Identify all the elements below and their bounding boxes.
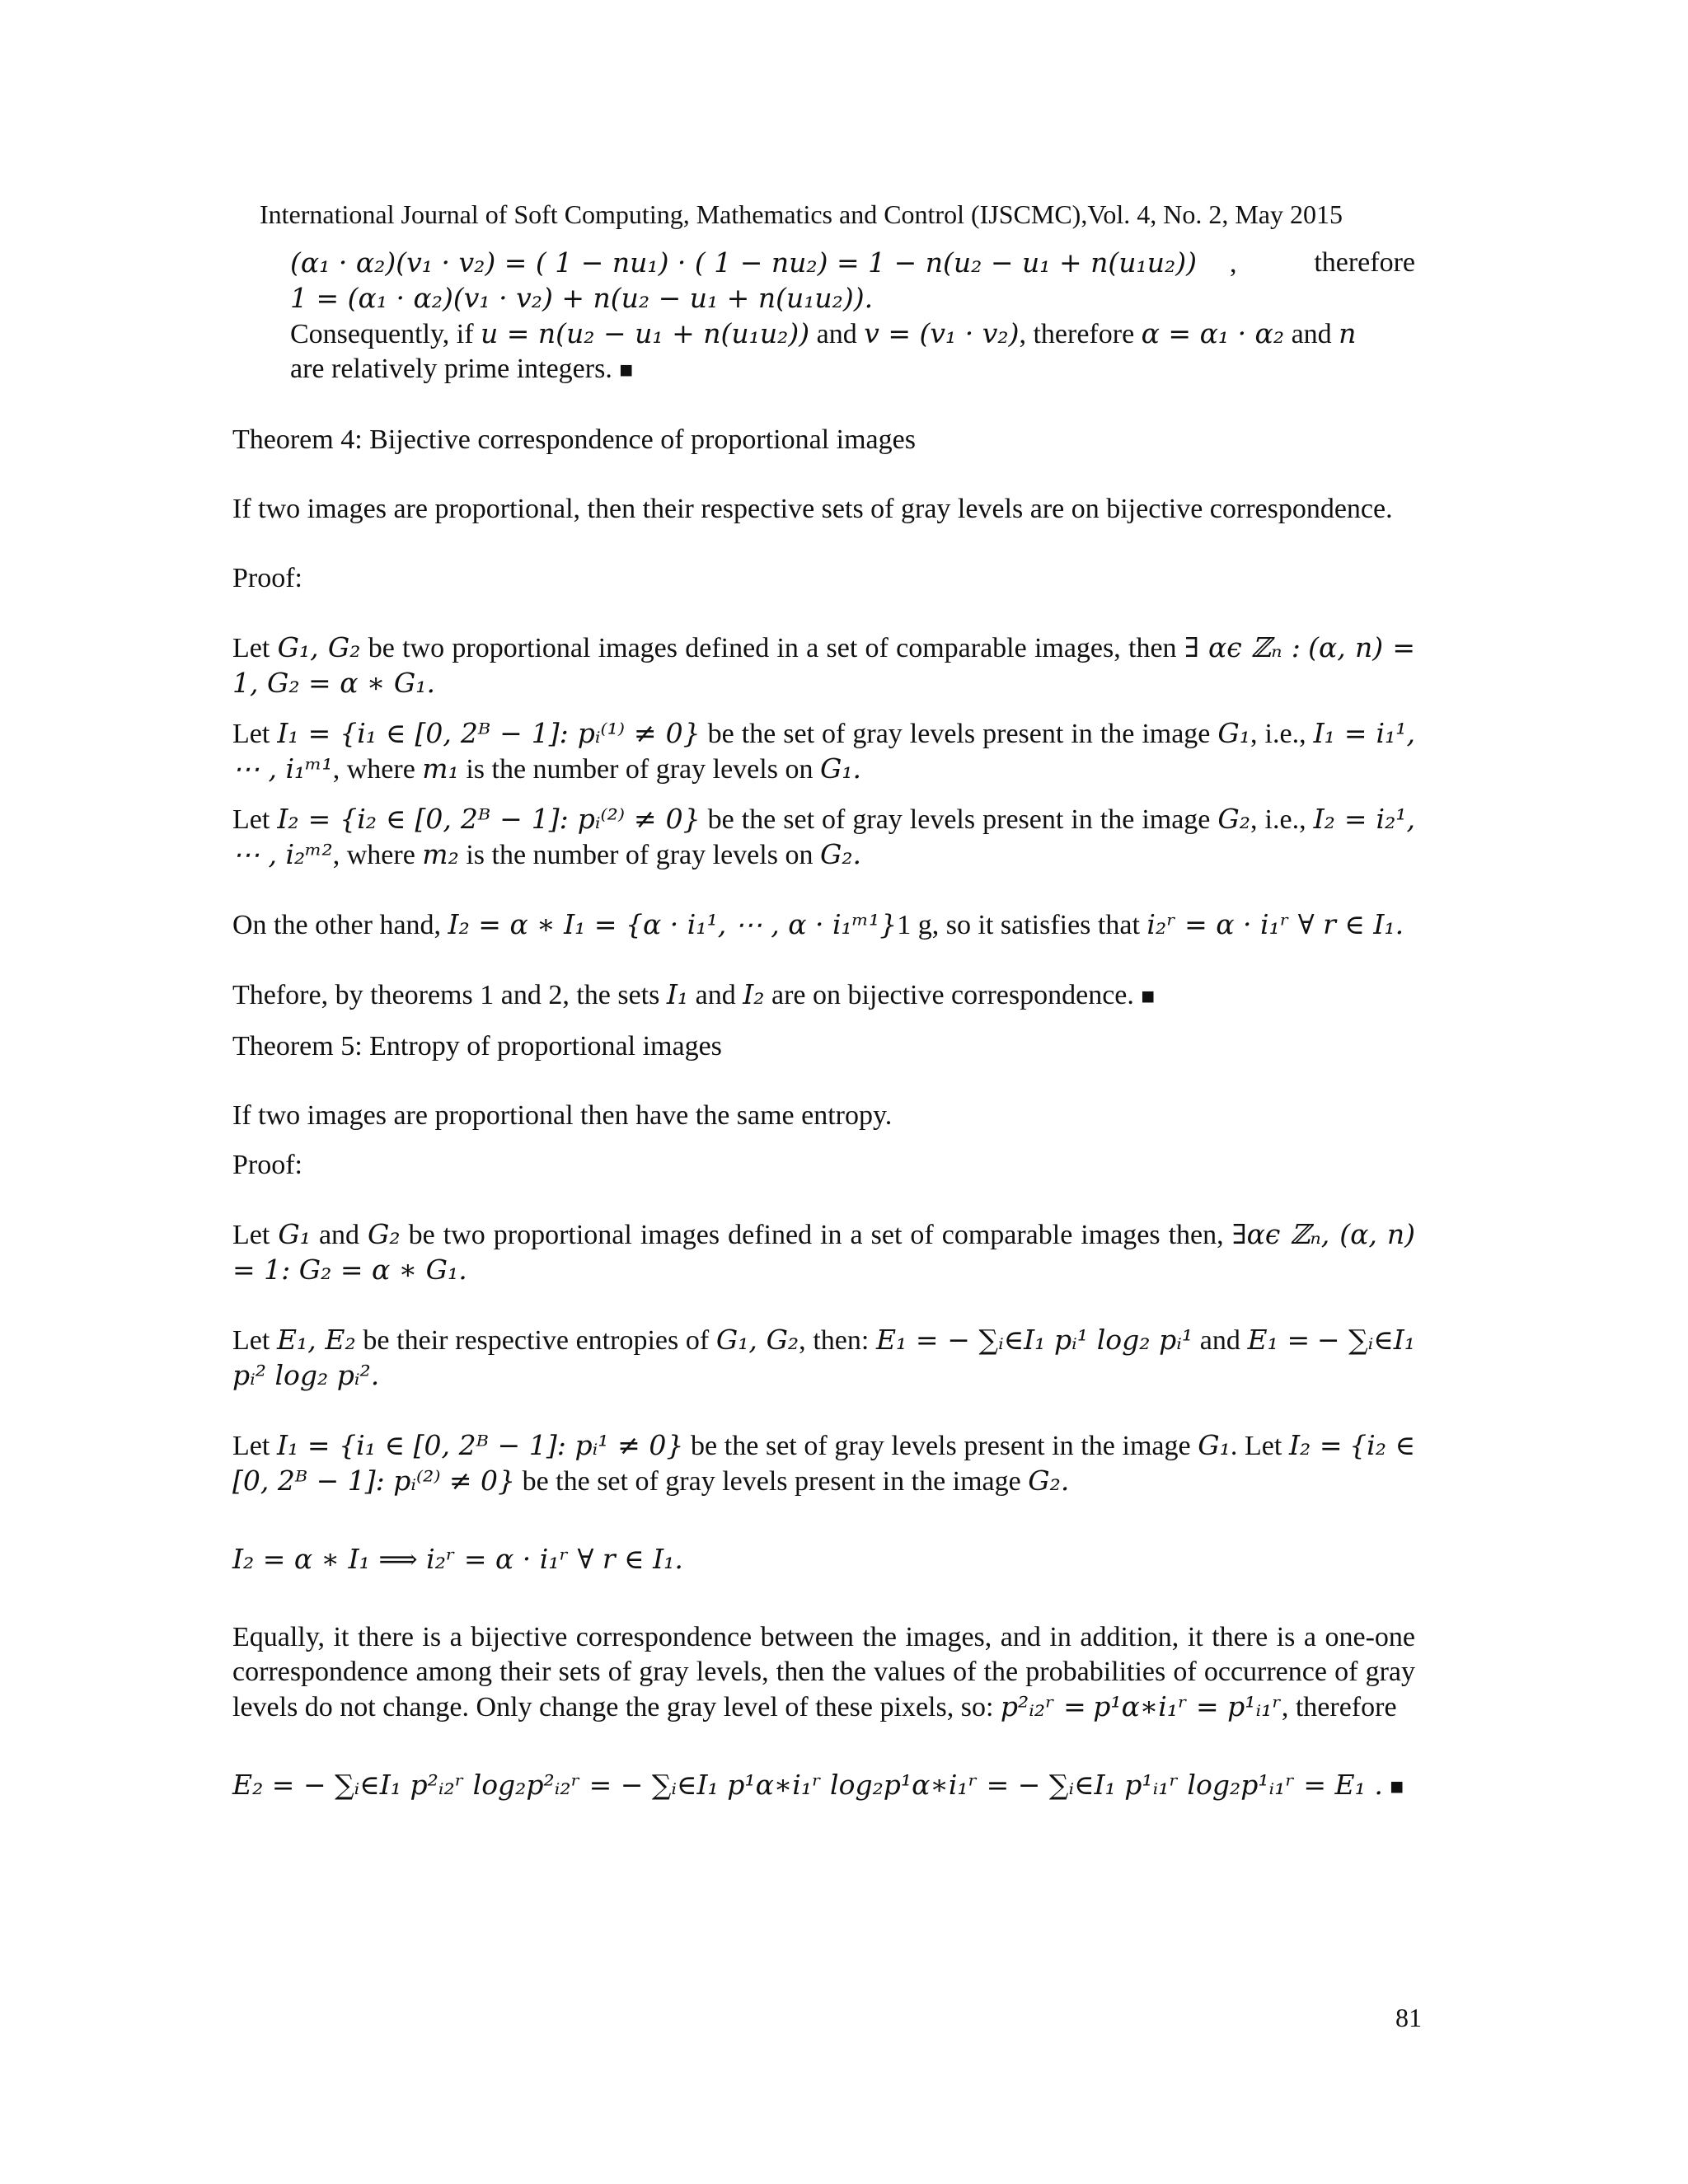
theorem-4-proof-p4: On the other hand, I₂ = α ∗ I₁ = {α · i₁¹, ⋯ , α · i₁ᵐ¹}1 g, so it satisfies that i₂ʳ = α · i₁ʳ ∀ r ∈ I₁. [232,908,1404,940]
consequently-line: Consequently, if u = n(u₂ − u₁ + n(u₁u₂)) and v = (v₁ · v₂), therefore α = α₁ · α₂ and n [290,317,1357,349]
theorem-5-statement: If two images are proportional then have the same entropy. [232,1100,893,1131]
equation-1: (α₁ · α₂)(v₁ · v₂) = ( 1 − nu₁) · ( 1 − nu₂) = 1 − n(u₂ − u₁ + n(u₁u₂)) [290,246,1197,279]
previous-proof-end [232,246,1415,388]
separator: , [1229,248,1237,279]
theorem-4-title: Theorem 4: Bijective correspondence of proportional images [232,424,916,455]
page-number: 81 [1395,2003,1422,2032]
theorem-4-proof-p3: Let I₂ = {i₂ ∈ [0, 2ᴮ − 1]: pᵢ⁽²⁾ ≠ 0} be the set of gray levels present in the image G₂, i.e., I₂ = i₂¹, ⋯ , i₂ᵐ², where m₂ is the number of gray levels on G₂. [232,803,1416,870]
theorem-4-proof-p1: Let G₁, G₂ be two proportional images defined in a set of comparable images, then ∃ αϵ ℤₙ : (α, n) = 1, G₂ = α ∗ G₁. [232,631,1416,699]
theorem-5-title: Theorem 5: Entropy of proportional images [232,1031,722,1062]
conclusion-line: are relatively prime integers. ■ [290,354,634,384]
theorem-5-proof-p1: Let G₁ and G₂ be two proportional images defined in a set of comparable images then, ∃αϵ ℤₙ, (α, n) = 1: G₂ = α ∗ G₁. [232,1218,1416,1286]
theorem-5-proof-p2: Let E₁, E₂ be their respective entropies of G₁, G₂, then: E₁ = − ∑ᵢ∈I₁ pᵢ¹ log₂ pᵢ¹ and E₁ = − ∑ᵢ∈I₁ pᵢ² log₂ pᵢ². [232,1324,1415,1391]
equation-line-1 [290,246,1415,281]
theorem-4-proof-p5: Thefore, by theorems 1 and 2, the sets I₁ and I₂ are on bijective correspondence. ■ [232,978,1156,1010]
qed-symbol: ■ [1141,984,1156,1010]
theorem-5-proof-p4: I₂ = α ∗ I₁ ⟹ i₂ʳ = α · i₁ʳ ∀ r ∈ I₁. [232,1543,683,1575]
theorem-5-proof-p3: Let I₁ = {i₁ ∈ [0, 2ᴮ − 1]: pᵢ¹ ≠ 0} be the set of gray levels present in the image G₁. Let I₂ = {i₂ ∈ [0, 2ᴮ − 1]: pᵢ⁽²⁾ ≠ 0} be the set of gray levels present in the image G₂. [232,1429,1416,1497]
theorem-4-proof-label: Proof: [232,563,302,593]
journal-header: International Journal of Soft Computing, Mathematics and Control (IJSCMC),Vol. 4, No. 2, May 2015 [260,199,1343,229]
theorem-4-proof-p2: Let I₁ = {i₁ ∈ [0, 2ᴮ − 1]: pᵢ⁽¹⁾ ≠ 0} be the set of gray levels present in the image G₁, i.e., I₁ = i₁¹, ⋯ , i₁ᵐ¹, where m₁ is the number of gray levels on G₁. [232,717,1416,785]
equation-2: 1 = (α₁ · α₂)(v₁ · v₂) + n(u₂ − u₁ + n(u₁u₂)). [290,282,874,314]
equation-line-2 [290,281,1415,316]
theorem-5-final-equation: E₂ = − ∑ᵢ∈I₁ p²ᵢ₂ʳ log₂p²ᵢ₂ʳ = − ∑ᵢ∈I₁ p¹α∗i₁ʳ log₂p¹α∗i₁ʳ = − ∑ᵢ∈I₁ p¹ᵢ₁ʳ log₂p¹ᵢ₁ʳ = E₁ . ■ [232,1769,1404,1801]
qed-symbol: ■ [619,358,634,383]
page-body [232,246,1415,1805]
theorem-5-proof-p5: Equally, it there is a bijective correspondence between the images, and in addition, it there is a one-one correspondence among their sets of gray levels, then the values of the probabilities of occurrence of gray levels do not change. Only change the gray level of these pixels, so: p²ᵢ₂ʳ = p¹α∗i₁ʳ = p¹ᵢ₁ʳ, therefore [232,1622,1415,1722]
theorem-4-statement: If two images are proportional, then their respective sets of gray levels are on bijective correspondence. [232,494,1393,524]
therefore-text: therefore [1314,247,1415,278]
qed-symbol: ■ [1390,1774,1404,1800]
theorem-5-proof-label: Proof: [232,1150,302,1180]
